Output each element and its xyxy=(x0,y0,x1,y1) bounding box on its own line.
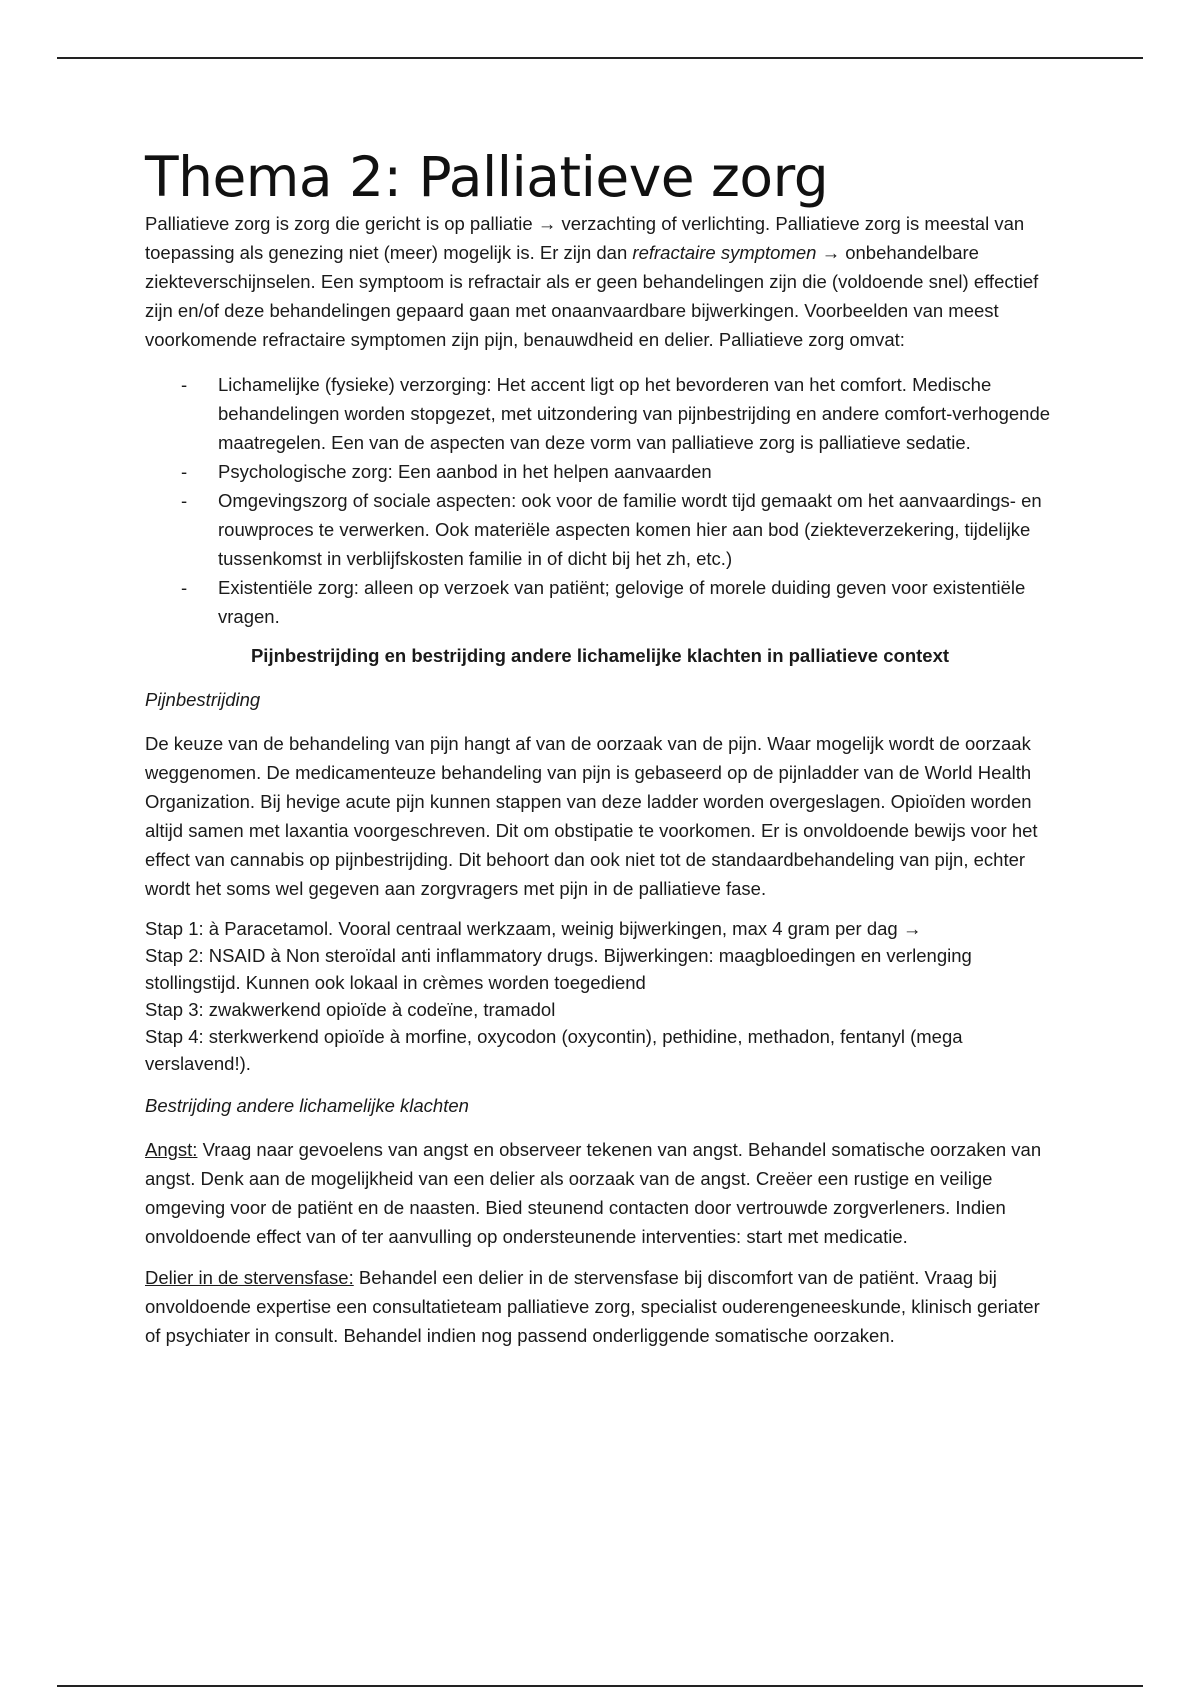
bullet-dash: - xyxy=(181,461,188,482)
pain-step: Stap 3: zwakwerkend opioïde à codeïne, tramadol xyxy=(145,999,556,1020)
bullet-dash: - xyxy=(181,374,188,395)
list-item-text: Existentiële zorg: alleen op verzoek van patiënt; gelovige of morele duiding geven voor existentiële vragen. xyxy=(218,577,1026,627)
intro-text-part2: → onbehandelbare ziekteverschijnselen. Een symptoom is refractair als er geen behandelingen zijn die (voldoende snel) effectief zijn en/of deze behandelingen gepaard gaan met onaanvaardbare bijwerkingen. Voorbeelden van meest voorkomende refractaire symptomen zijn pijn, benauwdheid en delier. Palliatieve zorg omvat: xyxy=(145,242,1039,350)
page-title: Thema 2: Palliatieve zorg xyxy=(145,145,829,209)
pain-step: Stap 2: NSAID à Non steroïdal anti inflammatory drugs. Bijwerkingen: maagbloedingen en verlenging stollingstijd. Kunnen ook lokaal in crèmes worden toegediend xyxy=(145,945,972,993)
list-item-text: Lichamelijke (fysieke) verzorging: Het accent ligt op het bevorderen van het comfort. Medische behandelingen worden stopgezet, met uitzondering van pijnbestrijding en andere comfort-verhogende maatregelen. Een van de aspecten van deze vorm van palliatieve zorg is palliatieve sedatie. xyxy=(218,374,1051,453)
delirium-paragraph xyxy=(145,1263,1055,1350)
pain-paragraph: De keuze van de behandeling van pijn hangt af van de oorzaak van de pijn. Waar mogelijk wordt de oorzaak weggenomen. De medicamenteuze behandeling van pijn is gebaseerd op de pijnladder van de World Health Organization. Bij hevige acute pijn kunnen stappen van deze ladder worden overgeslagen. Opioïden worden altijd samen met laxantia voorgeschreven. Dit om obstipatie te voorkomen. Er is onvoldoende bewijs voor het effect van cannabis op pijnbestrijding. Dit behoort dan ook niet tot de standaardbehandeling van pijn, echter wordt het soms wel gegeven aan zorgvragers met pijn in de palliatieve fase. xyxy=(145,733,1038,899)
anxiety-text: Vraag naar gevoelens van angst en observeer tekenen van angst. Behandel somatische oorzaken van angst. Denk aan de mogelijkheid van een delier als oorzaak van de angst. Creëer een rustige en veilige omgeving voor de patiënt en de naasten. Bied steunend contacten door vertrouwde zorgverleners. Indien onvoldoende effect van of ter aanvulling op ondersteunende interventies: start met medicatie. xyxy=(145,1139,1042,1247)
list-item xyxy=(145,573,1055,631)
delirium-label: Delier in de stervensfase: xyxy=(145,1267,354,1288)
list-item xyxy=(145,457,1055,486)
intro-emphasis: refractaire symptomen xyxy=(632,242,817,263)
delirium-text: Behandel een delier in de stervensfase bij discomfort van de patiënt. Vraag bij onvoldoende expertise een consultatieteam palliatieve zorg, specialist ouderengeneeskunde, klinisch geriater of psychiater in consult. Behandel indien nog passend onderliggende somatische oorzaken. xyxy=(145,1267,1040,1346)
intro-paragraph xyxy=(145,209,1055,354)
bottom-rule xyxy=(57,1685,1143,1687)
care-aspects-list xyxy=(145,370,1055,631)
subheading-other-complaints: Bestrijding andere lichamelijke klachten xyxy=(145,1095,469,1116)
anxiety-paragraph xyxy=(145,1135,1055,1251)
subheading-pain: Pijnbestrijding xyxy=(145,689,261,710)
bullet-dash: - xyxy=(181,490,188,511)
list-item-text: Omgevingszorg of sociale aspecten: ook voor de familie wordt tijd gemaakt om het aanvaardings- en rouwproces te verwerken. Ook materiële aspecten komen hier aan bod (ziekteverzekering, tijdelijke tussenkomst in verblijfskosten familie in of dicht bij het zh, etc.) xyxy=(218,490,1042,569)
pain-ladder-steps xyxy=(145,915,1055,1077)
top-rule xyxy=(57,57,1143,59)
bullet-dash: - xyxy=(181,577,188,598)
document-page xyxy=(145,145,1055,1362)
list-item xyxy=(145,370,1055,457)
list-item xyxy=(145,486,1055,573)
intro-text-part1: Palliatieve zorg is zorg die gericht is op palliatie → verzachting of verlichting. Palliatieve zorg is meestal van toepassing als genezing niet (meer) mogelijk is. Er zijn dan xyxy=(145,213,1025,263)
list-item-text: Psychologische zorg: Een aanbod in het helpen aanvaarden xyxy=(218,461,712,482)
pain-step: Stap 4: sterkwerkend opioïde à morfine, oxycodon (oxycontin), pethidine, methadon, fentanyl (mega verslavend!). xyxy=(145,1026,963,1074)
section-heading: Pijnbestrijding en bestrijding andere lichamelijke klachten in palliatieve context xyxy=(250,645,950,666)
anxiety-label: Angst: xyxy=(145,1139,198,1160)
pain-step: Stap 1: à Paracetamol. Vooral centraal werkzaam, weinig bijwerkingen, max 4 gram per dag → xyxy=(145,918,922,939)
